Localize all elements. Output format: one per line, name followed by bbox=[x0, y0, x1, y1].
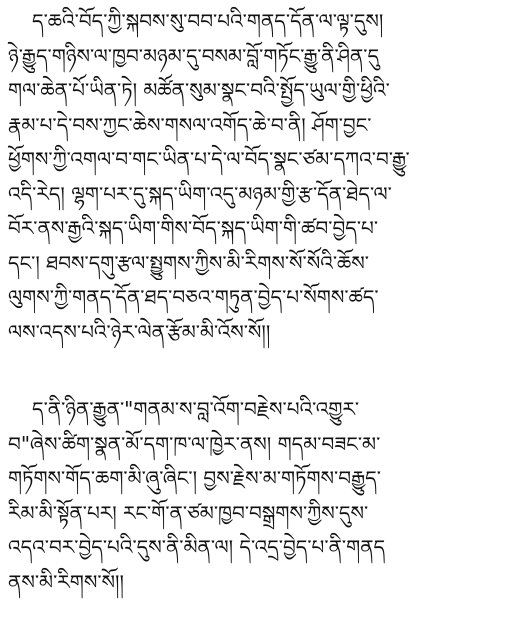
text-line: བོར་ནས་རྒྱའི་སྐད་ཡིག་གིས་བོད་སྐད་ཡིག་གི་ཚབ་བྱེད་པ་ bbox=[8, 216, 379, 240]
text-line: རིམ་མི་སྟོན་པར། རང་གོ་ན་ཙམ་ཁྱབ་བསྒྲགས་ཀྱིས་དུས་ bbox=[8, 500, 369, 525]
text-line: གཏོགས་གོད་ཆག་མི་ཞུ་ཞིང་། བྱས་རྗེས་མ་གཏོགས་བརྒྱུད་ bbox=[8, 466, 381, 490]
text-line: ནས་མི་རིགས་སོ།། bbox=[8, 569, 124, 594]
text-line: འདའ་བར་བྱེད་པའི་དུས་ནི་མིན་ལ། དེ་འདྲ་བྱེད་པ་ནི་གནད bbox=[8, 535, 386, 559]
text-line: དང་། ཐབས་དགུ་རྩལ་སྤྱུགས་ཀྱིས་མི་རིགས་སོ་སོའི་ཆོས་ bbox=[8, 250, 369, 275]
paragraph-1 bbox=[0, 4, 517, 349]
text-line: རྣམ་པ་དེ་བས་ཀྱང་ཆེས་གསལ་འགོད་ཆེ་བ་ནི། ཤོག་བྱང་ bbox=[8, 112, 372, 137]
text-line: བ"ཞེས་ཚིག་སྣན་མོ་དག་ཁ་ལ་ཁྱེར་ནས། གདམ་བཟང་མ་ bbox=[8, 431, 381, 456]
text-line: ཕྱོགས་ཀྱི་འགལ་བ་གང་ཡིན་པ་དེ་ལ་བོད་སྣང་ཙམ་དཀའ་བ་རྒྱུ་ bbox=[8, 147, 410, 171]
text-line: ད་ཆའི་བོད་ཀྱི་སྐབས་སུ་བབ་པའི་གནད་དོན་ལ་ལྟ་དུས། bbox=[32, 9, 384, 33]
text-line: ད་ནི་ཉིན་རྒྱུན་"གནམ་ས་བླ་འོག་བརྗེས་པའི་འགྱུར་ bbox=[32, 397, 360, 421]
text-line: འདི་རེད། ལྷག་པར་དུ་སྐད་ཡིག་འདུ་མཉམ་གྱི་རྩ་དོན་ཐེད་ལ་ bbox=[8, 181, 392, 206]
text-line: ལུགས་ཀྱི་གནད་དོན་ཐད་བཅའ་གཏུན་བྱེད་པ་སོགས་ཚད་ bbox=[8, 285, 379, 309]
text-line: གལ་ཆེན་པོ་ཡིན་ཏེ། མཚོན་སུམ་སྣང་བའི་སྤྱོད་ཡུལ་གྱི་ཕྱིའི་ bbox=[8, 78, 390, 102]
text-line: ལས་འདས་པའི་ཉེར་ལེན་རྩོམ་མི་འོས་སོ།། bbox=[8, 319, 271, 344]
paragraph-2 bbox=[0, 392, 517, 599]
text-line: ཉེ་རྒྱུད་གཉིས་ལ་ཁྱབ་མཉམ་དུ་བསམ་བློ་གཏོང་རྒྱུ་ནི་ཤིན་དུ bbox=[8, 43, 380, 68]
